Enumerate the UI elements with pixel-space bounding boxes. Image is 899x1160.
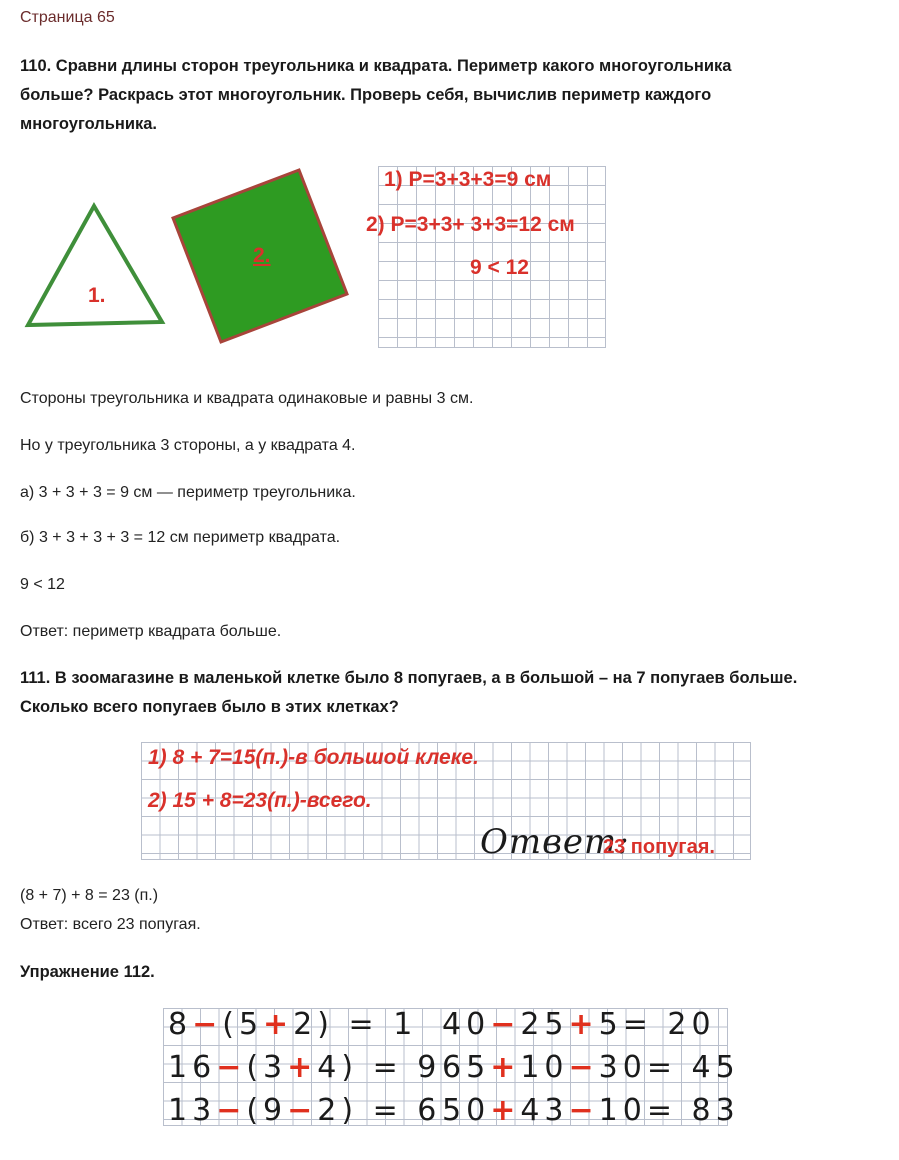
minus-sign: −: [568, 1050, 599, 1085]
square-label: 2.: [253, 244, 271, 267]
solution-110-line-3: а) 3 + 3 + 3 = 9 см — периметр треугольника.: [20, 484, 356, 501]
task-111-line-1: 111. В зоомагазине в маленькой клетке было 8 попугаев, а в большой – на 7 попугаев больше.: [20, 669, 798, 687]
minus-sign: −: [216, 1093, 247, 1128]
plus-sign: +: [287, 1050, 318, 1085]
calc-line-1: 1) P=3+3+3=9 см: [384, 168, 552, 191]
solution-110-line-1: Стороны треугольника и квадрата одинаковые и равны 3 см.: [20, 390, 474, 407]
task-111-step-1: 1) 8 + 7=15(п.)-в большой клеке.: [148, 746, 479, 769]
equation-row-3-left: 13−(9−2) = 6: [168, 1093, 442, 1128]
task-111-title: [20, 664, 895, 722]
exercise-112-title: Упражнение 112.: [20, 963, 155, 981]
minus-sign: −: [216, 1050, 247, 1085]
triangle-label: 1.: [88, 284, 106, 307]
triangle-figure: [22, 198, 172, 333]
solution-110-line-5: 9 < 12: [20, 576, 65, 593]
equation-row-3-right: 50+43−10= 83: [442, 1093, 740, 1128]
task-111-answer-word: Ответ:: [480, 822, 630, 862]
solution-110-line-2: Но у треугольника 3 стороны, а у квадрата 4.: [20, 437, 356, 454]
equation-row-1-left: 8−(5+2) = 1: [168, 1007, 418, 1042]
plus-sign: +: [490, 1093, 521, 1128]
task-111-answer-value: 23 попугая.: [603, 836, 715, 858]
equation-row-2-right: 65+10−30= 45: [442, 1050, 740, 1085]
task-110-line-2: больше? Раскрась этот многоугольник. Проверь себя, вычислив периметр каждого: [20, 86, 712, 104]
minus-sign: −: [568, 1093, 599, 1128]
minus-sign: −: [490, 1007, 521, 1042]
plus-sign: +: [263, 1007, 294, 1042]
compare-line: 9 < 12: [470, 256, 529, 279]
task-111-step-2: 2) 15 + 8=23(п.)-всего.: [148, 789, 372, 812]
task-111-line-2: Сколько всего попугаев было в этих клетках?: [20, 698, 399, 716]
plus-sign: +: [568, 1007, 599, 1042]
solution-111-answer: Ответ: всего 23 попугая.: [20, 916, 201, 933]
minus-sign: −: [287, 1093, 318, 1128]
task-110-title: [20, 52, 880, 139]
solution-110-answer: Ответ: периметр квадрата больше.: [20, 623, 282, 640]
equation-row-1-right: 40−25+5= 20: [442, 1007, 716, 1042]
minus-sign: −: [192, 1007, 223, 1042]
task-110-line-1: 110. Сравни длины сторон треугольника и квадрата. Периметр какого многоугольника: [20, 57, 732, 75]
task-110-line-3: многоугольника.: [20, 115, 158, 133]
solution-110-line-4: б) 3 + 3 + 3 + 3 = 12 см периметр квадрата.: [20, 529, 341, 546]
plus-sign: +: [490, 1050, 521, 1085]
equation-row-2-left: 16−(3+4) = 9: [168, 1050, 442, 1085]
calc-line-2: 2) P=3+3+ 3+3=12 см: [366, 213, 575, 236]
solution-111-expression: (8 + 7) + 8 = 23 (п.): [20, 887, 159, 904]
page-label: Страница 65: [20, 9, 115, 26]
